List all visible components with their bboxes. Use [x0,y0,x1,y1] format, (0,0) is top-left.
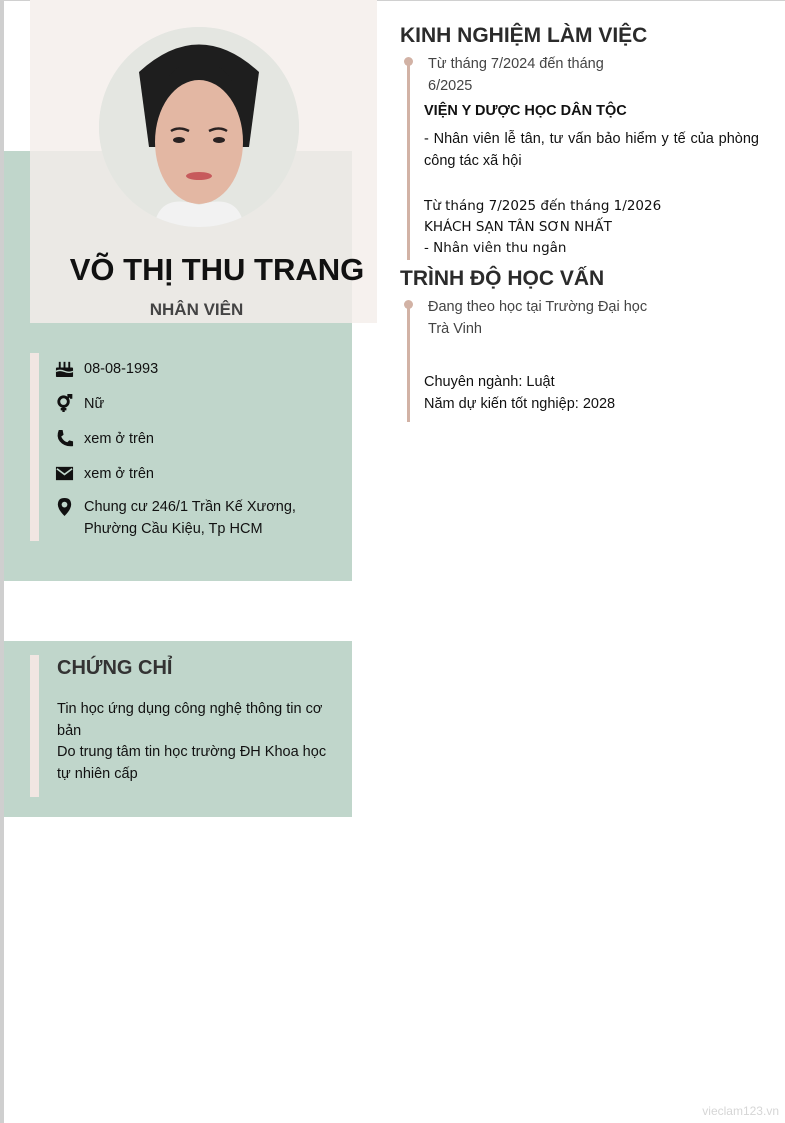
contact-birthday [55,358,158,380]
experience-period: Từ tháng 7/2024 đến tháng 6/2025 [428,56,604,94]
education-timeline [407,304,410,422]
education-school: Đang theo học tại Trường Đại học Trà Vinh [428,299,648,337]
experience-period-2: Từ tháng 7/2025 đến tháng 1/2026 [424,198,662,214]
experience-company: VIỆN Y DƯỢC HỌC DÂN TỘC [424,103,627,119]
experience-heading: KINH NGHIỆM LÀM VIỆC [400,24,648,47]
candidate-title: NHÂN VIÊN [149,300,244,319]
address-text: Chung cư 246/1 Trần Kế Xương, Phường Cầu Kiệu, Tp HCM [84,499,296,537]
experience-description-2: - Nhân viên thu ngân [424,240,567,256]
contact-email [55,463,154,485]
experience-timeline-dot [404,57,413,66]
certificate-name: Tin học ứng dụng công nghệ thông tin cơ bản [57,701,323,739]
gender-icon [55,394,74,413]
education-timeline-dot [404,300,413,309]
profile-photo [99,27,299,227]
education-graduation: Năm dự kiến tốt nghiệp: 2028 [424,396,616,412]
education-major: Chuyên ngành: Luật [424,374,555,390]
experience-2 [424,196,661,259]
email-icon [55,464,74,483]
certificates-heading: CHỨNG CHỈ [57,657,173,679]
birthday-cake-icon [55,359,74,378]
experience-description: - Nhân viên lễ tân, tư vấn bảo hiểm y tế của phòng công tác xã hội [424,131,759,169]
education-heading: TRÌNH ĐỘ HỌC VẤN [400,267,605,290]
certificates-accent-bar [30,655,39,797]
location-icon [55,497,74,516]
contact-phone [55,428,154,450]
contact-address [55,496,315,540]
contact-accent-bar [30,353,39,541]
phone-icon [55,429,74,448]
birthday-text: 08-08-1993 [84,361,159,377]
email-text: xem ở trên [84,466,154,482]
candidate-name: VÕ THỊ THU TRANG [69,252,365,287]
experience-timeline [407,62,410,260]
contact-gender [55,393,104,415]
certificates-content [57,699,332,786]
experience-company-2: KHÁCH SẠN TÂN SƠN NHẤT [424,219,612,235]
watermark: vieclam123.vn [702,1104,779,1118]
phone-text: xem ở trên [84,431,154,447]
gender-text: Nữ [84,396,105,412]
certificate-issuer: Do trung tâm tin học trường ĐH Khoa học tự nhiên cấp [57,744,327,783]
